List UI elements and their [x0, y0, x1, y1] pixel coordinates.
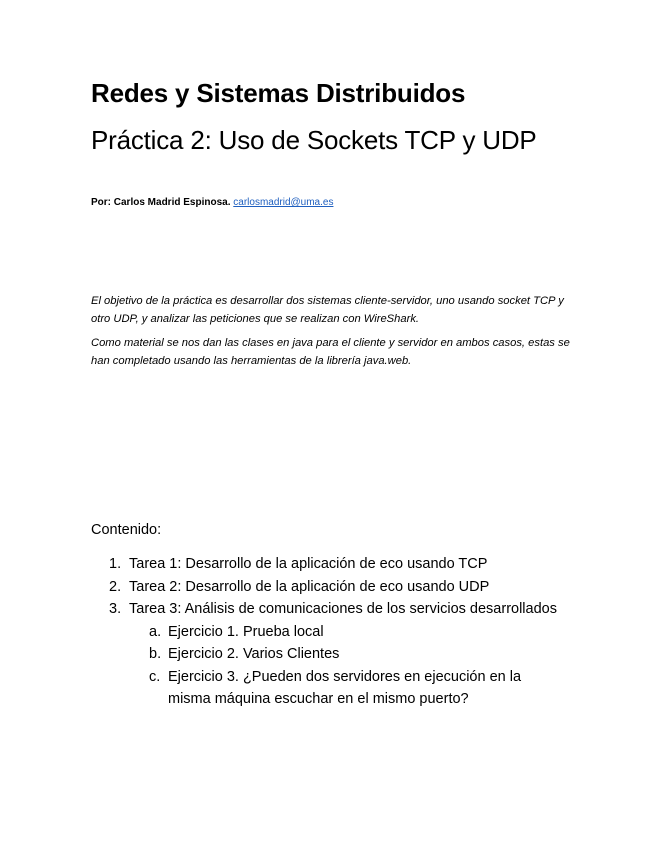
contents-subitem-c: [91, 666, 561, 711]
contents-subitem-text: Ejercicio 3. ¿Pueden dos servidores en ejecución en la misma máquina escuchar en el mismo puerto?: [168, 668, 522, 707]
contents-item-text: Tarea 3: Análisis de comunicaciones de los servicios desarrollados: [129, 601, 557, 617]
contents-subitem-text: Ejercicio 2. Varios Clientes: [168, 646, 340, 662]
contents-subitem-b: [91, 643, 561, 666]
contents-subitem-letter: a.: [149, 623, 162, 640]
contents-subitem-letter: b.: [149, 646, 162, 662]
contents-item-2: [91, 576, 561, 599]
author-line: [91, 197, 333, 208]
contents-item-number: 1.: [109, 556, 122, 572]
contents-item-text: Tarea 2: Desarrollo de la aplicación de eco usando UDP: [129, 578, 490, 595]
author-email-link[interactable]: carlosmadrid@uma.es: [233, 197, 334, 208]
contents-list: [91, 553, 561, 711]
document-subtitle: Práctica 2: Uso de Sockets TCP y UDP: [91, 125, 537, 155]
intro-paragraph-1: El objetivo de la práctica es desarrollar dos sistemas cliente-servidor, uno usando socket TCP y otro UDP, y analizar las peticiones que se realizan con WireShark.: [91, 295, 564, 325]
intro-paragraph-2: Como material se nos dan las clases en java para el cliente y servidor en ambos casos, estas se han completado usando las herramientas de la librería java.web.: [91, 337, 570, 367]
document-title: Redes y Sistemas Distribuidos: [91, 78, 466, 108]
contents-heading: Contenido:: [91, 522, 162, 538]
contents-subitem-text: Ejercicio 1. Prueba local: [168, 623, 324, 640]
contents-item-3: [91, 598, 561, 621]
author-name: Por: Carlos Madrid Espinosa.: [91, 197, 231, 208]
contents-subitem-a: [91, 621, 561, 644]
contents-item-number: 3.: [109, 601, 122, 617]
contents-subitem-letter: c.: [149, 668, 161, 685]
contents-item-text: Tarea 1: Desarrollo de la aplicación de eco usando TCP: [129, 556, 488, 572]
contents-item-1: [91, 553, 561, 576]
contents-item-number: 2.: [109, 578, 122, 595]
